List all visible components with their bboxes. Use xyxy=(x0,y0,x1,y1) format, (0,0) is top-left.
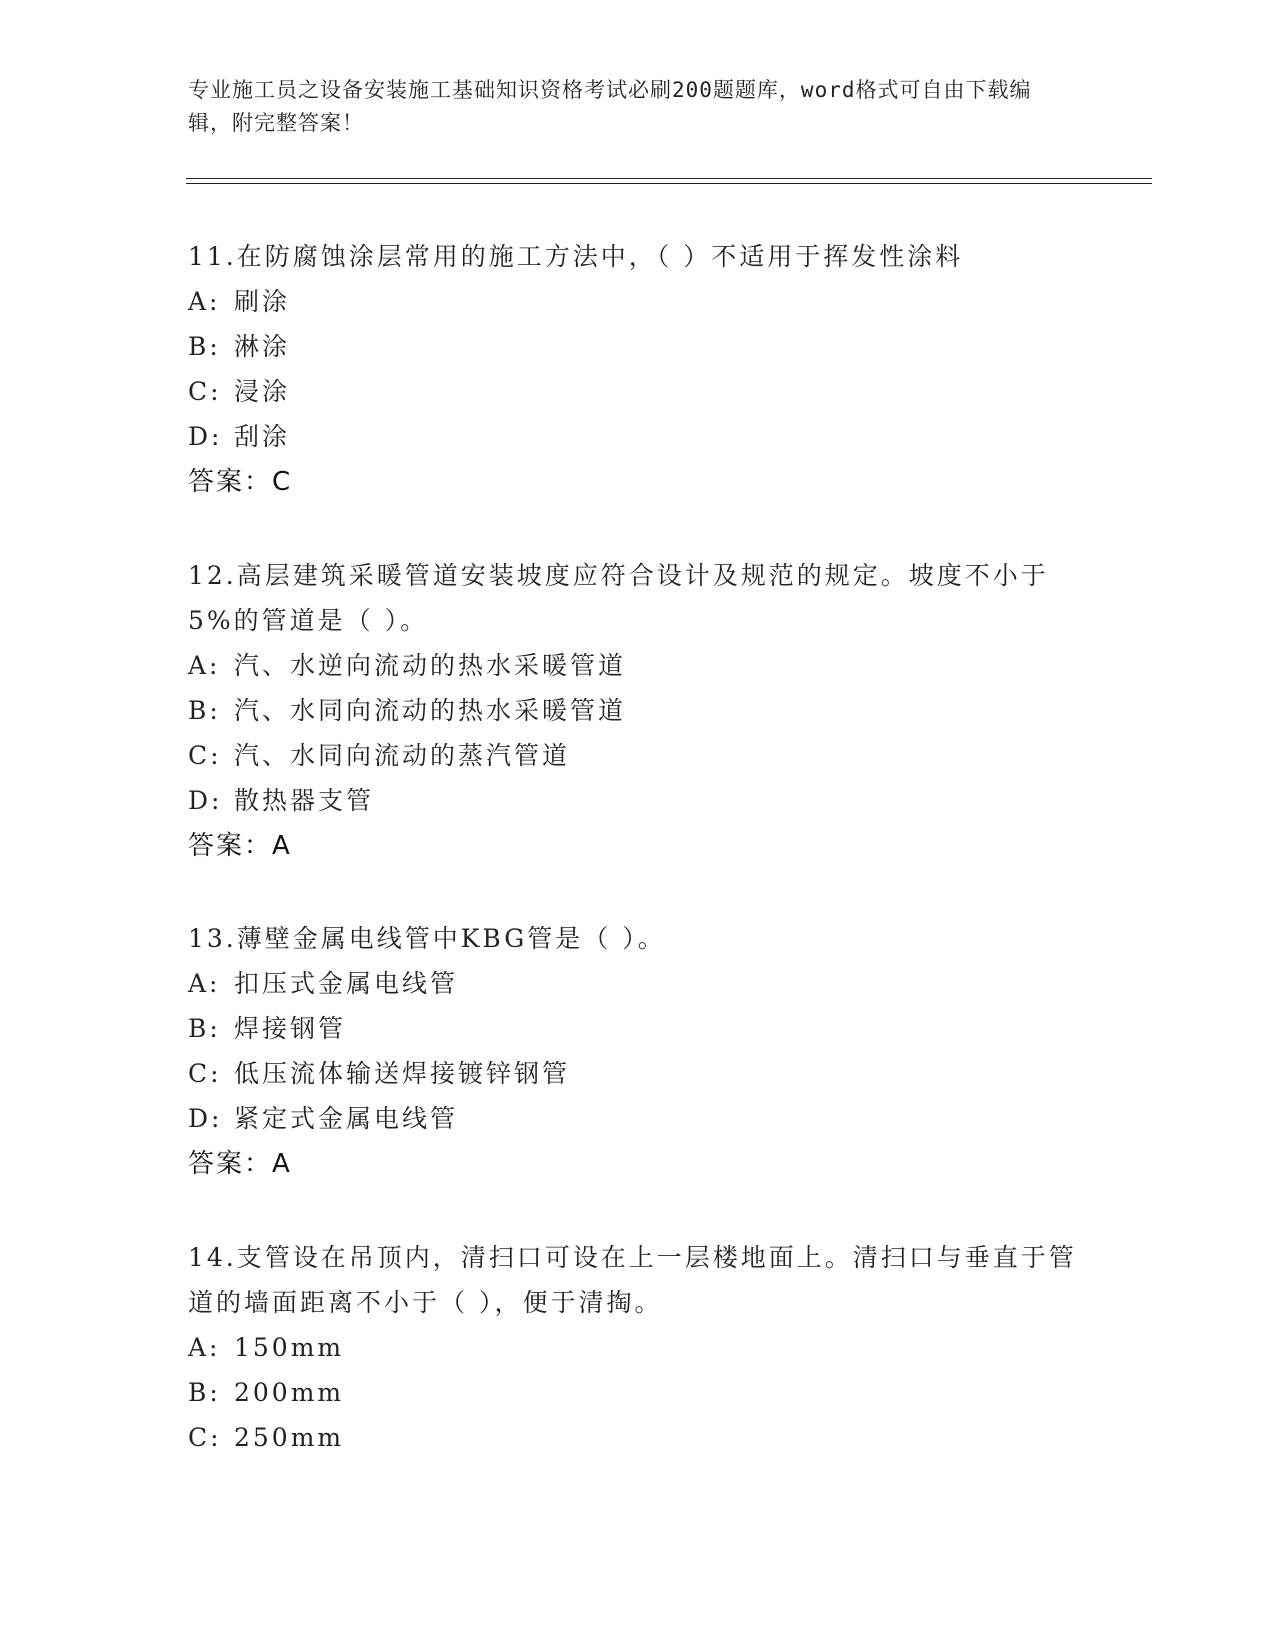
option-letter: B: xyxy=(188,1378,221,1407)
option-text: 250mm xyxy=(234,1423,345,1452)
option-text: 浸涂 xyxy=(234,377,291,406)
question-option xyxy=(188,324,1088,369)
option-text: 焊接钢管 xyxy=(234,1014,347,1043)
header-divider-line xyxy=(186,183,1152,184)
option-letter: A: xyxy=(188,969,221,998)
option-letter: C: xyxy=(188,1423,222,1452)
option-text: 刮涂 xyxy=(234,422,291,451)
question-option xyxy=(188,733,1088,778)
question-stem: 12.高层建筑采暖管道安装坡度应符合设计及规范的规定。坡度不小于5%的管道是（ ）。 xyxy=(188,561,1049,635)
question-stem: 13.薄壁金属电线管中KBG管是（ ）。 xyxy=(188,924,666,953)
question-option xyxy=(188,279,1088,324)
question-option xyxy=(188,1006,1088,1051)
question-option xyxy=(188,778,1088,823)
question-stem: 14.支管设在吊顶内，清扫口可设在上一层楼地面上。清扫口与垂直于管道的墙面距离不小于（ ），便于清掏。 xyxy=(188,1243,1077,1317)
question-option xyxy=(188,1051,1088,1096)
option-letter: A: xyxy=(188,287,221,316)
question-block xyxy=(188,916,1088,1188)
option-letter: B: xyxy=(188,1014,221,1043)
question-block xyxy=(188,1235,1088,1460)
option-letter: D: xyxy=(188,422,223,451)
option-letter: D: xyxy=(188,1104,223,1133)
option-text: 紧定式金属电线管 xyxy=(234,1104,459,1133)
option-text: 汽、水同向流动的热水采暖管道 xyxy=(234,696,627,725)
option-text: 散热器支管 xyxy=(234,786,375,815)
option-text: 扣压式金属电线管 xyxy=(234,969,459,998)
question-option xyxy=(188,1096,1088,1141)
option-letter: C: xyxy=(188,1059,222,1088)
option-text: 汽、水同向流动的蒸汽管道 xyxy=(234,741,571,770)
option-letter: C: xyxy=(188,377,222,406)
question-block xyxy=(188,234,1088,506)
option-text: 低压流体输送焊接镀锌钢管 xyxy=(234,1059,571,1088)
option-letter: A: xyxy=(188,651,221,680)
question-option xyxy=(188,369,1088,414)
option-text: 刷涂 xyxy=(234,287,291,316)
header-divider-line xyxy=(186,178,1152,179)
question-option xyxy=(188,643,1088,688)
question-answer: 答案：A xyxy=(188,1149,292,1179)
option-text: 汽、水逆向流动的热水采暖管道 xyxy=(234,651,627,680)
option-letter: B: xyxy=(188,332,221,361)
question-option xyxy=(188,688,1088,733)
document-header-title: 专业施工员之设备安装施工基础知识资格考试必刷200题题库，word格式可自由下载编辑，附完整答案！ xyxy=(188,78,1032,135)
option-letter: D: xyxy=(188,786,223,815)
question-option xyxy=(188,1325,1088,1370)
question-answer: 答案：A xyxy=(188,831,292,861)
option-text: 150mm xyxy=(234,1333,345,1362)
option-letter: B: xyxy=(188,696,221,725)
question-option xyxy=(188,1415,1088,1460)
question-option xyxy=(188,961,1088,1006)
question-block xyxy=(188,553,1088,870)
option-letter: C: xyxy=(188,741,222,770)
question-answer: 答案：C xyxy=(188,467,293,497)
question-option xyxy=(188,414,1088,459)
option-text: 200mm xyxy=(234,1378,345,1407)
option-letter: A: xyxy=(188,1333,221,1362)
question-option xyxy=(188,1370,1088,1415)
option-text: 淋涂 xyxy=(234,332,291,361)
question-stem: 11.在防腐蚀涂层常用的施工方法中，（ ）不适用于挥发性涂料 xyxy=(188,242,964,271)
